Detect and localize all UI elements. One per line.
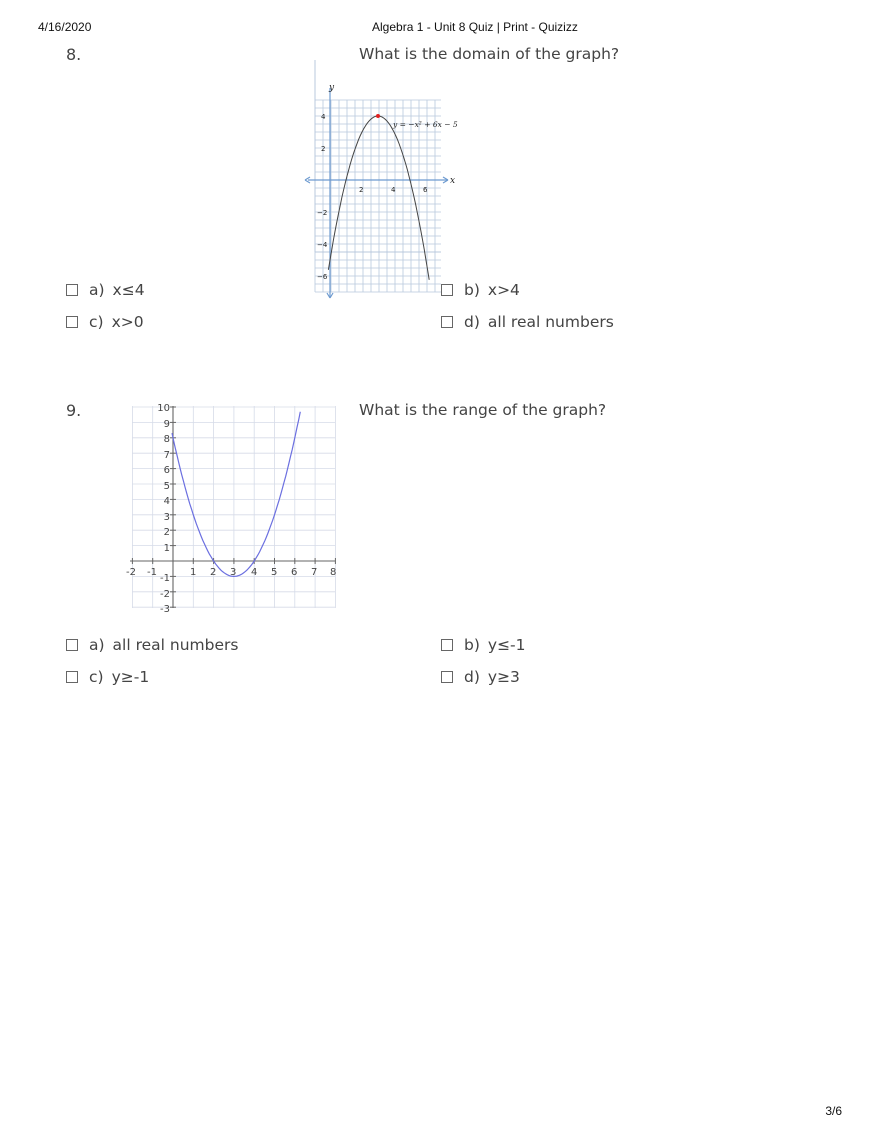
question-8-text: What is the domain of the graph? xyxy=(359,45,620,63)
x-tick: 6 xyxy=(291,567,298,578)
q9-option-d[interactable] xyxy=(441,668,520,686)
question-9-text: What is the range of the graph? xyxy=(359,401,607,419)
x-tick: -1 xyxy=(147,567,157,578)
y-tick: 3 xyxy=(163,512,170,523)
q8-option-d[interactable] xyxy=(441,313,614,331)
checkbox[interactable] xyxy=(66,671,78,683)
y-tick: -2 xyxy=(160,589,170,600)
option-letter: a) xyxy=(89,281,105,299)
question-9-graph xyxy=(120,398,345,616)
y-tick: 5 xyxy=(163,481,170,492)
checkbox[interactable] xyxy=(66,639,78,651)
checkbox[interactable] xyxy=(441,316,453,328)
y-axis-label: y xyxy=(329,83,335,93)
checkbox[interactable] xyxy=(66,284,78,296)
x-tick: 2 xyxy=(359,186,364,194)
q9-option-c[interactable] xyxy=(66,668,149,686)
option-text: x>0 xyxy=(111,313,144,331)
option-text: y≥-1 xyxy=(111,668,150,686)
q8-option-a[interactable] xyxy=(66,281,145,299)
x-tick: 2 xyxy=(210,567,217,578)
y-tick: 8 xyxy=(163,434,170,445)
checkbox[interactable] xyxy=(441,284,453,296)
option-letter: a) xyxy=(89,636,105,654)
x-tick: 7 xyxy=(311,567,318,578)
x-tick: 8 xyxy=(330,567,337,578)
q8-option-b[interactable] xyxy=(441,281,520,299)
option-text: x>4 xyxy=(487,281,520,299)
option-text: x≤4 xyxy=(112,281,145,299)
x-axis-label: x xyxy=(450,176,456,186)
y-tick: −6 xyxy=(317,273,328,281)
question-8-graph xyxy=(150,40,458,281)
q9-option-b[interactable] xyxy=(441,636,526,654)
print-date: 4/16/2020 xyxy=(38,20,92,34)
y-tick: 9 xyxy=(163,419,170,430)
y-tick: 7 xyxy=(163,450,170,461)
x-tick: -2 xyxy=(126,567,136,578)
option-text: all real numbers xyxy=(487,313,614,331)
y-tick: 2 xyxy=(321,145,326,153)
page-number: 3/6 xyxy=(825,1104,842,1118)
parabola-curve xyxy=(172,412,300,577)
y-tick: -1 xyxy=(160,573,170,584)
x-tick: 4 xyxy=(391,186,396,194)
option-letter: d) xyxy=(464,668,480,686)
option-letter: b) xyxy=(464,636,480,654)
x-tick: 5 xyxy=(271,567,278,578)
y-tick: 4 xyxy=(321,113,326,121)
option-text: all real numbers xyxy=(112,636,239,654)
print-title: Algebra 1 - Unit 8 Quiz | Print - Quizizz xyxy=(372,20,578,34)
option-letter: d) xyxy=(464,313,480,331)
question-8-number: 8. xyxy=(66,45,82,64)
vertex-point xyxy=(376,114,380,118)
y-tick: −2 xyxy=(317,209,328,217)
x-tick: 1 xyxy=(190,567,197,578)
y-tick: 6 xyxy=(163,465,170,476)
option-letter: c) xyxy=(89,668,104,686)
checkbox[interactable] xyxy=(66,316,78,328)
x-tick: 4 xyxy=(251,567,258,578)
x-tick: 3 xyxy=(230,567,237,578)
y-tick: 4 xyxy=(163,496,170,507)
y-tick: 1 xyxy=(163,543,170,554)
option-text: y≥3 xyxy=(487,668,520,686)
checkbox[interactable] xyxy=(441,671,453,683)
y-tick: 10 xyxy=(157,403,170,414)
option-letter: c) xyxy=(89,313,104,331)
x-tick: 6 xyxy=(423,186,428,194)
y-tick: 2 xyxy=(163,527,170,538)
option-letter: b) xyxy=(464,281,480,299)
option-text: y≤-1 xyxy=(487,636,526,654)
equation-label: y = −x² + 6x − 5 xyxy=(393,120,458,129)
y-tick: -3 xyxy=(160,604,170,615)
y-tick: −4 xyxy=(317,241,328,249)
q9-option-a[interactable] xyxy=(66,636,238,654)
question-9-number: 9. xyxy=(66,401,82,420)
q8-option-c[interactable] xyxy=(66,313,144,331)
checkbox[interactable] xyxy=(441,639,453,651)
